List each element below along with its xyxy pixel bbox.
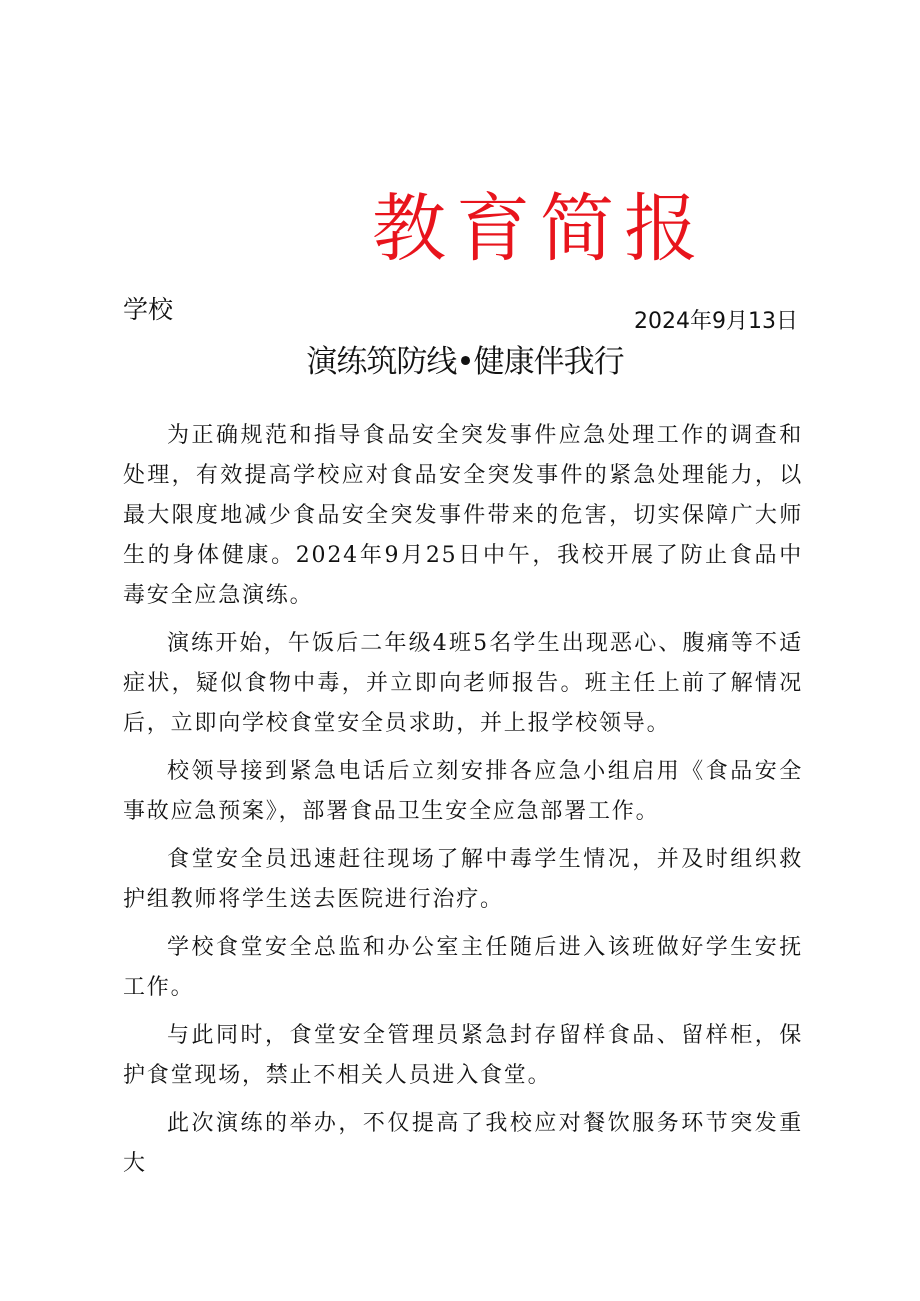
issue-date: 2024年9月13日 bbox=[634, 309, 798, 334]
paragraph-sealing: 与此同时，食堂安全管理员紧急封存留样食品、留样柜，保护食堂现场，禁止不相关人员进入食堂。 bbox=[123, 1023, 803, 1088]
paragraph-drill-start: 演练开始，午饭后二年级4班5名学生出现恶心、腹痛等不适症状，疑似食物中毒，并立即向老师报告。班主任上前了解情况后，立即向学校食堂安全员求助，并上报学校领导。 bbox=[123, 631, 803, 736]
paragraph-intro: 为正确规范和指导食品安全突发事件应急处理工作的调查和处理，有效提高学校应对食品安全突发事件的紧急处理能力，以最大限度地减少食品安全突发事件带来的危害，切实保障广大师生的身体健康。2024年9月25日中午，我校开展了防止食品中毒安全应急演练。 bbox=[123, 423, 803, 608]
paragraph-rescue: 食堂安全员迅速赶往现场了解中毒学生情况，并及时组织救护组教师将学生送去医院进行治疗。 bbox=[123, 847, 803, 912]
article-body bbox=[123, 416, 803, 1192]
paragraph-comfort: 学校食堂安全总监和办公室主任随后进入该班做好学生安抚工作。 bbox=[123, 935, 803, 1000]
issuing-organization: 学校 bbox=[123, 295, 174, 324]
paragraph-conclusion: 此次演练的举办，不仅提高了我校应对餐饮服务环节突发重大 bbox=[123, 1111, 803, 1176]
paragraph-leadership-response: 校领导接到紧急电话后立刻安排各应急小组启用《食品安全事故应急预案》，部署食品卫生安全应急部署工作。 bbox=[123, 759, 803, 824]
masthead-title: 教育简报 bbox=[372, 186, 708, 272]
article-headline: 演练筑防线•健康伴我行 bbox=[306, 344, 624, 380]
